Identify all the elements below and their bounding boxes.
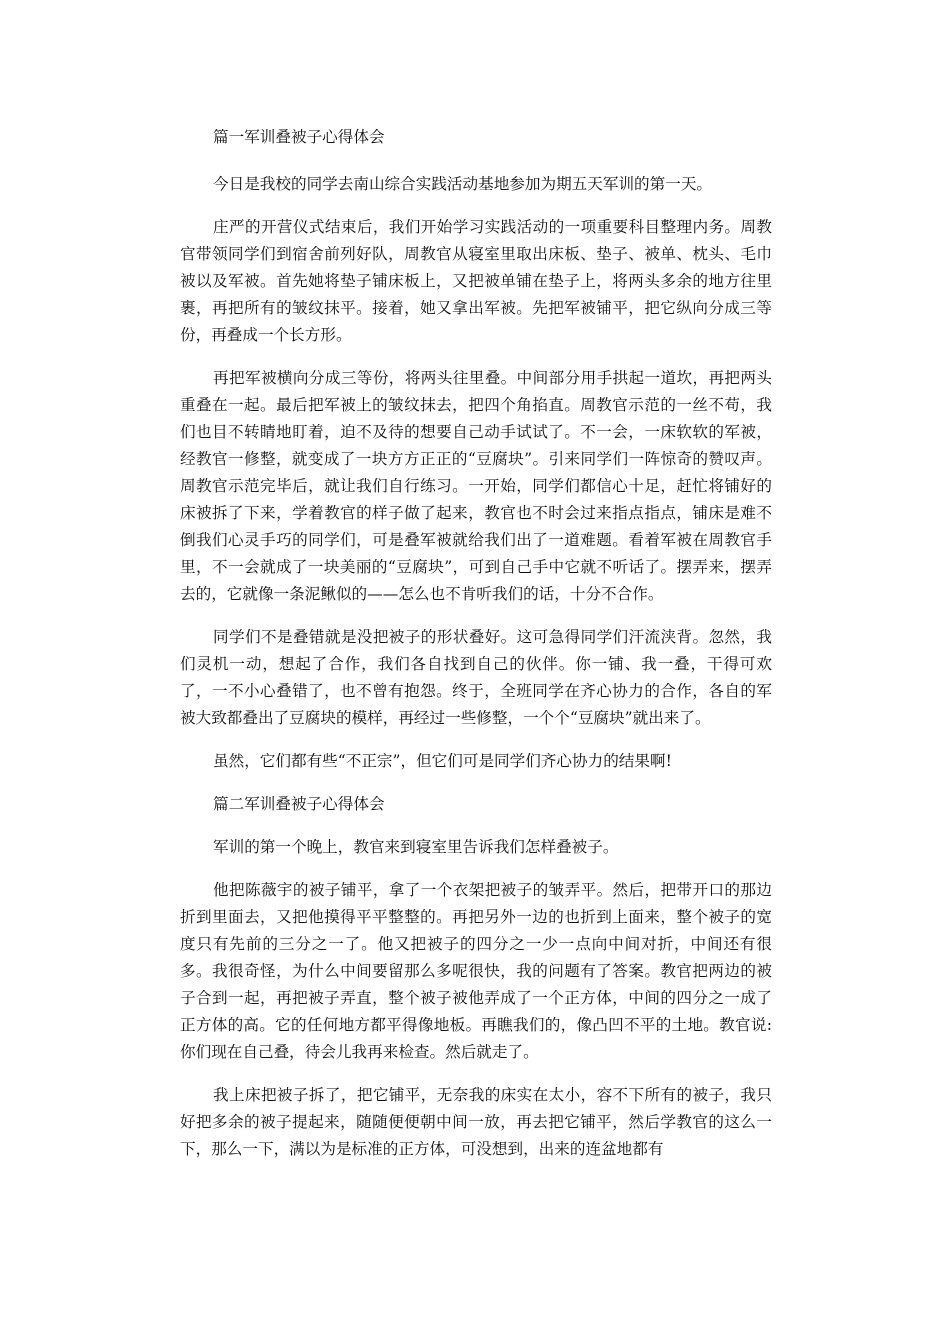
document-body bbox=[180, 124, 772, 1163]
paragraph: 庄严的开营仪式结束后，我们开始学习实践活动的一项重要科目整理内务。周教官带领同学们到宿舍前列好队，周教官从寝室里取出床板、垫子、被单、枕头、毛巾被以及军被。首先她将垫子铺床板上，又把被单铺在垫子上，将两头多余的地方往里裹，再把所有的皱纹抹平。接着，她又拿出军被。先把军被铺平，把它纵向分成三等份，再叠成一个长方形。 bbox=[180, 218, 772, 344]
paragraph: 虽然，它们都有些“不正宗”，但它们可是同学们齐心协力的结果啊! bbox=[213, 752, 672, 770]
section-title: 篇二军训叠被子心得体会 bbox=[213, 795, 385, 813]
paragraph: 今日是我校的同学去南山综合实践活动基地参加为期五天军训的第一天。 bbox=[213, 175, 713, 193]
paragraph: 我上床把被子拆了，把它铺平，无奈我的床实在太小，容不下所有的被子，我只好把多余的被子提起来，随随便便朝中间一放，再去把它铺平，然后学教官的这么一下，那么一下，满以为是标准的正方体，可没想到，出来的连盆地都有 bbox=[180, 1086, 772, 1158]
paragraph: 他把陈薇宇的被子铺平，拿了一个衣架把被子的皱弄平。然后，把带开口的那边折到里面去，又把他摸得平平整整的。再把另外一边的也折到上面来，整个被子的宽度只有先前的三分之一了。他又把被子的四分之一少一点向中间对折，中间还有很多。我很奇怪，为什么中间要留那么多呢很快，我的问题有了答案。教官把两边的被子合到一起，再把被子弄直，整个被子被他弄成了一个正方体，中间的四分之一成了正方体的高。它的任何地方都平得像地板。再瞧我们的，像凸凹不平的土地。教官说:你们现在自己叠，待会儿我再来检查。然后就走了。 bbox=[180, 881, 772, 1061]
paragraph: 同学们不是叠错就是没把被子的形状叠好。这可急得同学们汗流浃背。忽然，我们灵机一动，想起了合作，我们各自找到自己的伙伴。你一铺、我一叠，干得可欢了，一不小心叠错了，也不曾有抱怨。终于，全班同学在齐心协力的合作，各自的军被大致都叠出了豆腐块的模样，再经过一些修整，一个个“豆腐块”就出来了。 bbox=[180, 628, 772, 727]
section-title: 篇一军训叠被子心得体会 bbox=[213, 128, 385, 146]
paragraph: 军训的第一个晚上，教官来到寝室里告诉我们怎样叠被子。 bbox=[213, 838, 619, 856]
paragraph: 再把军被横向分成三等份，将两头往里叠。中间部分用手拱起一道坎，再把两头重叠在一起。最后把军被上的皱纹抹去，把四个角掐直。周教官示范的一丝不苟，我们也目不转睛地盯着，迫不及待的想要自己动手试试了。不一会，一床软软的军被，经教官一修整，就变成了一块方方正正的“豆腐块”。引来同学们一阵惊奇的赞叹声。周教官示范完毕后，就让我们自行练习。一开始，同学们都信心十足，赶忙将铺好的床被拆了下来，学着教官的样子做了起来，教官也不时会过来指点指点，铺床是难不倒我们心灵手巧的同学们，可是叠军被就给我们出了一道难题。看着军被在周教官手里，不一会就成了一块美丽的“豆腐块”，可到自己手中它就不听话了。摆弄来，摆弄去的，它就像一条泥鳅似的——怎么也不肯听我们的话，十分不合作。 bbox=[180, 369, 772, 603]
